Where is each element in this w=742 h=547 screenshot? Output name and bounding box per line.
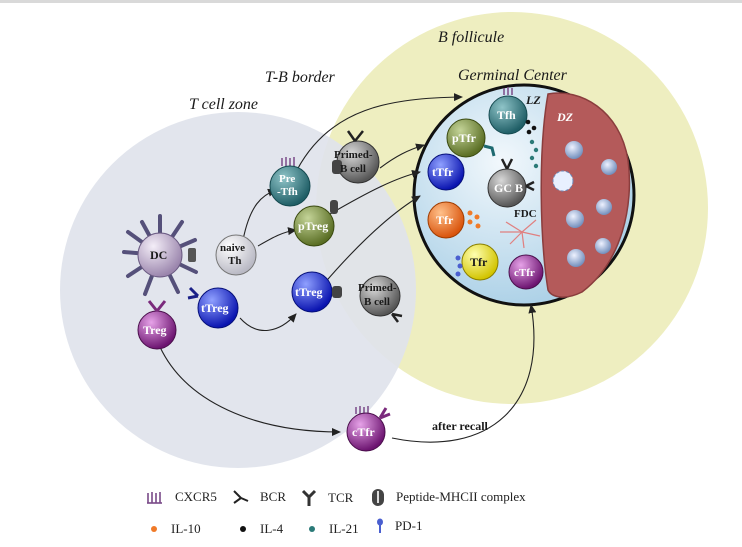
tfr2-label: Tfr — [470, 255, 488, 269]
after-recall-label: after recall — [432, 419, 488, 433]
t-cell-zone-title: T cell zone — [189, 96, 259, 113]
ttreg-left-label: tTreg — [201, 301, 229, 315]
legend-tcr-label: TCR — [328, 490, 354, 505]
pd1-icon — [375, 518, 385, 534]
legend-il4 — [240, 521, 283, 537]
legend-pmhc — [370, 487, 526, 507]
tfr-gc-cell — [428, 202, 464, 238]
ptreg-label: pTreg — [298, 219, 329, 233]
dz-cell — [567, 249, 585, 267]
tcr-icon — [188, 248, 196, 262]
pre-label: Pre — [279, 173, 296, 185]
legend — [0, 480, 742, 547]
legend-bcr — [232, 489, 286, 505]
cxcr5-icon — [145, 489, 165, 505]
legend-cxcr5-label: CXCR5 — [175, 489, 217, 504]
tfr-label: Tfr — [436, 213, 454, 227]
treg-label: Treg — [143, 323, 167, 337]
legend-bcr-label: BCR — [260, 489, 287, 504]
il10-dot-icon — [151, 526, 157, 532]
tfh-label: Tfh — [497, 108, 516, 122]
legend-cxcr5 — [145, 489, 217, 505]
dz-cell — [601, 159, 617, 175]
primed-b-top-label1: Primed- — [334, 149, 373, 161]
legend-il21-label: IL-21 — [329, 521, 359, 536]
legend-pmhc-label: Peptide-MHCII complex — [396, 489, 526, 504]
germinal-center-title: Germinal Center — [458, 67, 567, 84]
fdc-label: FDC — [514, 208, 537, 220]
il21-dot-icon — [309, 526, 315, 532]
legend-il10 — [151, 521, 201, 537]
legend-pd1-label: PD-1 — [395, 518, 423, 533]
legend-il10-label: IL-10 — [171, 521, 201, 536]
dz-cell — [565, 141, 583, 159]
lz-label: LZ — [526, 93, 541, 107]
ptfr-label: pTfr — [452, 131, 476, 145]
gcb-label: GC B — [494, 181, 524, 195]
legend-il21 — [309, 521, 359, 537]
dc-label: DC — [150, 248, 168, 262]
dz-cell — [595, 238, 611, 254]
ttreg-mid-label: tTreg — [295, 285, 323, 299]
ctfr-gc-label: cTfr — [514, 267, 535, 279]
legend-tcr — [300, 489, 353, 507]
peptide-mhc-icon — [370, 487, 386, 507]
tb-border-title: T-B border — [265, 69, 335, 86]
ctfr-out-label: cTfr — [352, 425, 375, 439]
ttfr-label: tTfr — [432, 165, 454, 179]
dz-label: DZ — [557, 110, 573, 124]
dz-cell-dividing — [553, 171, 573, 191]
tcr-icon — [300, 489, 318, 507]
ctfr-gc-cell — [509, 255, 543, 289]
dz-cell — [566, 210, 584, 228]
b-follicle-title: B follicule — [438, 29, 505, 46]
tfr2-gc-cell — [462, 244, 498, 280]
naive-label: naive — [220, 242, 246, 254]
il4-dot-icon — [240, 526, 246, 532]
tfh-suffix-label: -Tfh — [277, 186, 298, 198]
legend-il4-label: IL-4 — [260, 521, 284, 536]
primed-b-bottom-label2: B cell — [364, 296, 390, 308]
dz-cell — [596, 199, 612, 215]
bcr-icon — [232, 489, 250, 505]
primed-b-bottom-label1: Primed- — [358, 282, 397, 294]
ttfr-gc-cell — [428, 154, 464, 190]
primed-b-top-label2: B cell — [340, 163, 366, 175]
th-label: Th — [228, 255, 242, 267]
legend-pd1 — [375, 518, 422, 534]
